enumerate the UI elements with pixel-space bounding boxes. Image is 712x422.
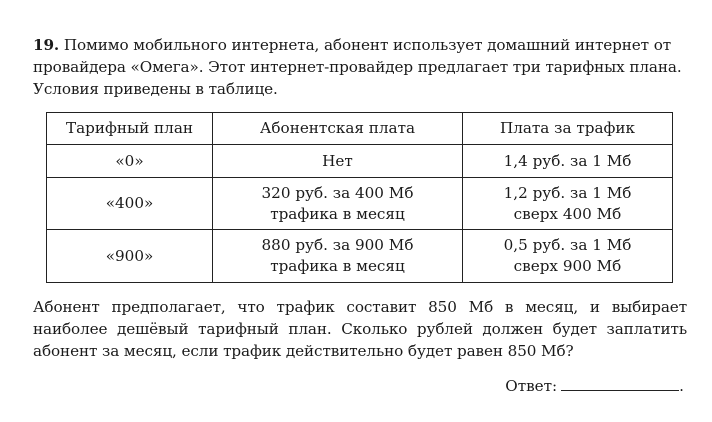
header-plan: Тарифный план xyxy=(47,113,213,145)
plan-cell: «900» xyxy=(47,230,213,283)
table-row xyxy=(47,178,673,230)
fee-cell xyxy=(213,178,463,230)
fee-cell xyxy=(213,145,463,178)
problem-statement xyxy=(33,34,693,100)
table-row xyxy=(47,145,673,178)
question-text: Абонент предполагает, что трафик составит 850 Мб в месяц, и выбирает наиболее дешёвый тарифный план. Сколько рублей должен будет заплатить абонент за месяц, если трафик действительно будет равен 850 Мб? xyxy=(33,298,687,360)
fee-line: трафика в месяц xyxy=(270,204,405,223)
table-header-row xyxy=(47,113,673,145)
traffic-line: 1,2 руб. за 1 Мб xyxy=(503,183,632,202)
plan-cell: «400» xyxy=(47,178,213,230)
traffic-line: 0,5 руб. за 1 Мб xyxy=(503,236,632,254)
table-row xyxy=(47,230,673,283)
fee-line: Нет xyxy=(322,151,353,170)
fee-line: 880 руб. за 900 Мб xyxy=(261,236,414,254)
traffic-line: сверх 400 Мб xyxy=(513,204,622,223)
answer-end: . xyxy=(679,377,684,395)
traffic-cell xyxy=(463,145,673,178)
fee-cell xyxy=(213,230,463,283)
problem-intro: Помимо мобильного интернета, абонент использует домашний интернет от провайдера «Омега». Этот интернет-провайдер предлагает три тарифных плана. Условия приведены в таблице. xyxy=(33,36,682,98)
plan-cell: «0» xyxy=(47,145,213,178)
fee-line: трафика в месяц xyxy=(270,257,405,275)
traffic-line: сверх 900 Мб xyxy=(513,257,622,275)
header-fee: Абонентская плата xyxy=(213,113,463,145)
answer-blank[interactable] xyxy=(561,376,679,391)
answer-label: Ответ: xyxy=(505,377,558,395)
fee-line: 320 руб. за 400 Мб xyxy=(261,183,414,202)
traffic-cell xyxy=(463,230,673,283)
header-traffic: Плата за трафик xyxy=(463,113,673,145)
traffic-cell xyxy=(463,178,673,230)
answer-area xyxy=(505,375,684,397)
traffic-line: 1,4 руб. за 1 Мб xyxy=(503,151,632,170)
tariff-table xyxy=(46,112,673,283)
problem-number: 19. xyxy=(33,36,60,54)
